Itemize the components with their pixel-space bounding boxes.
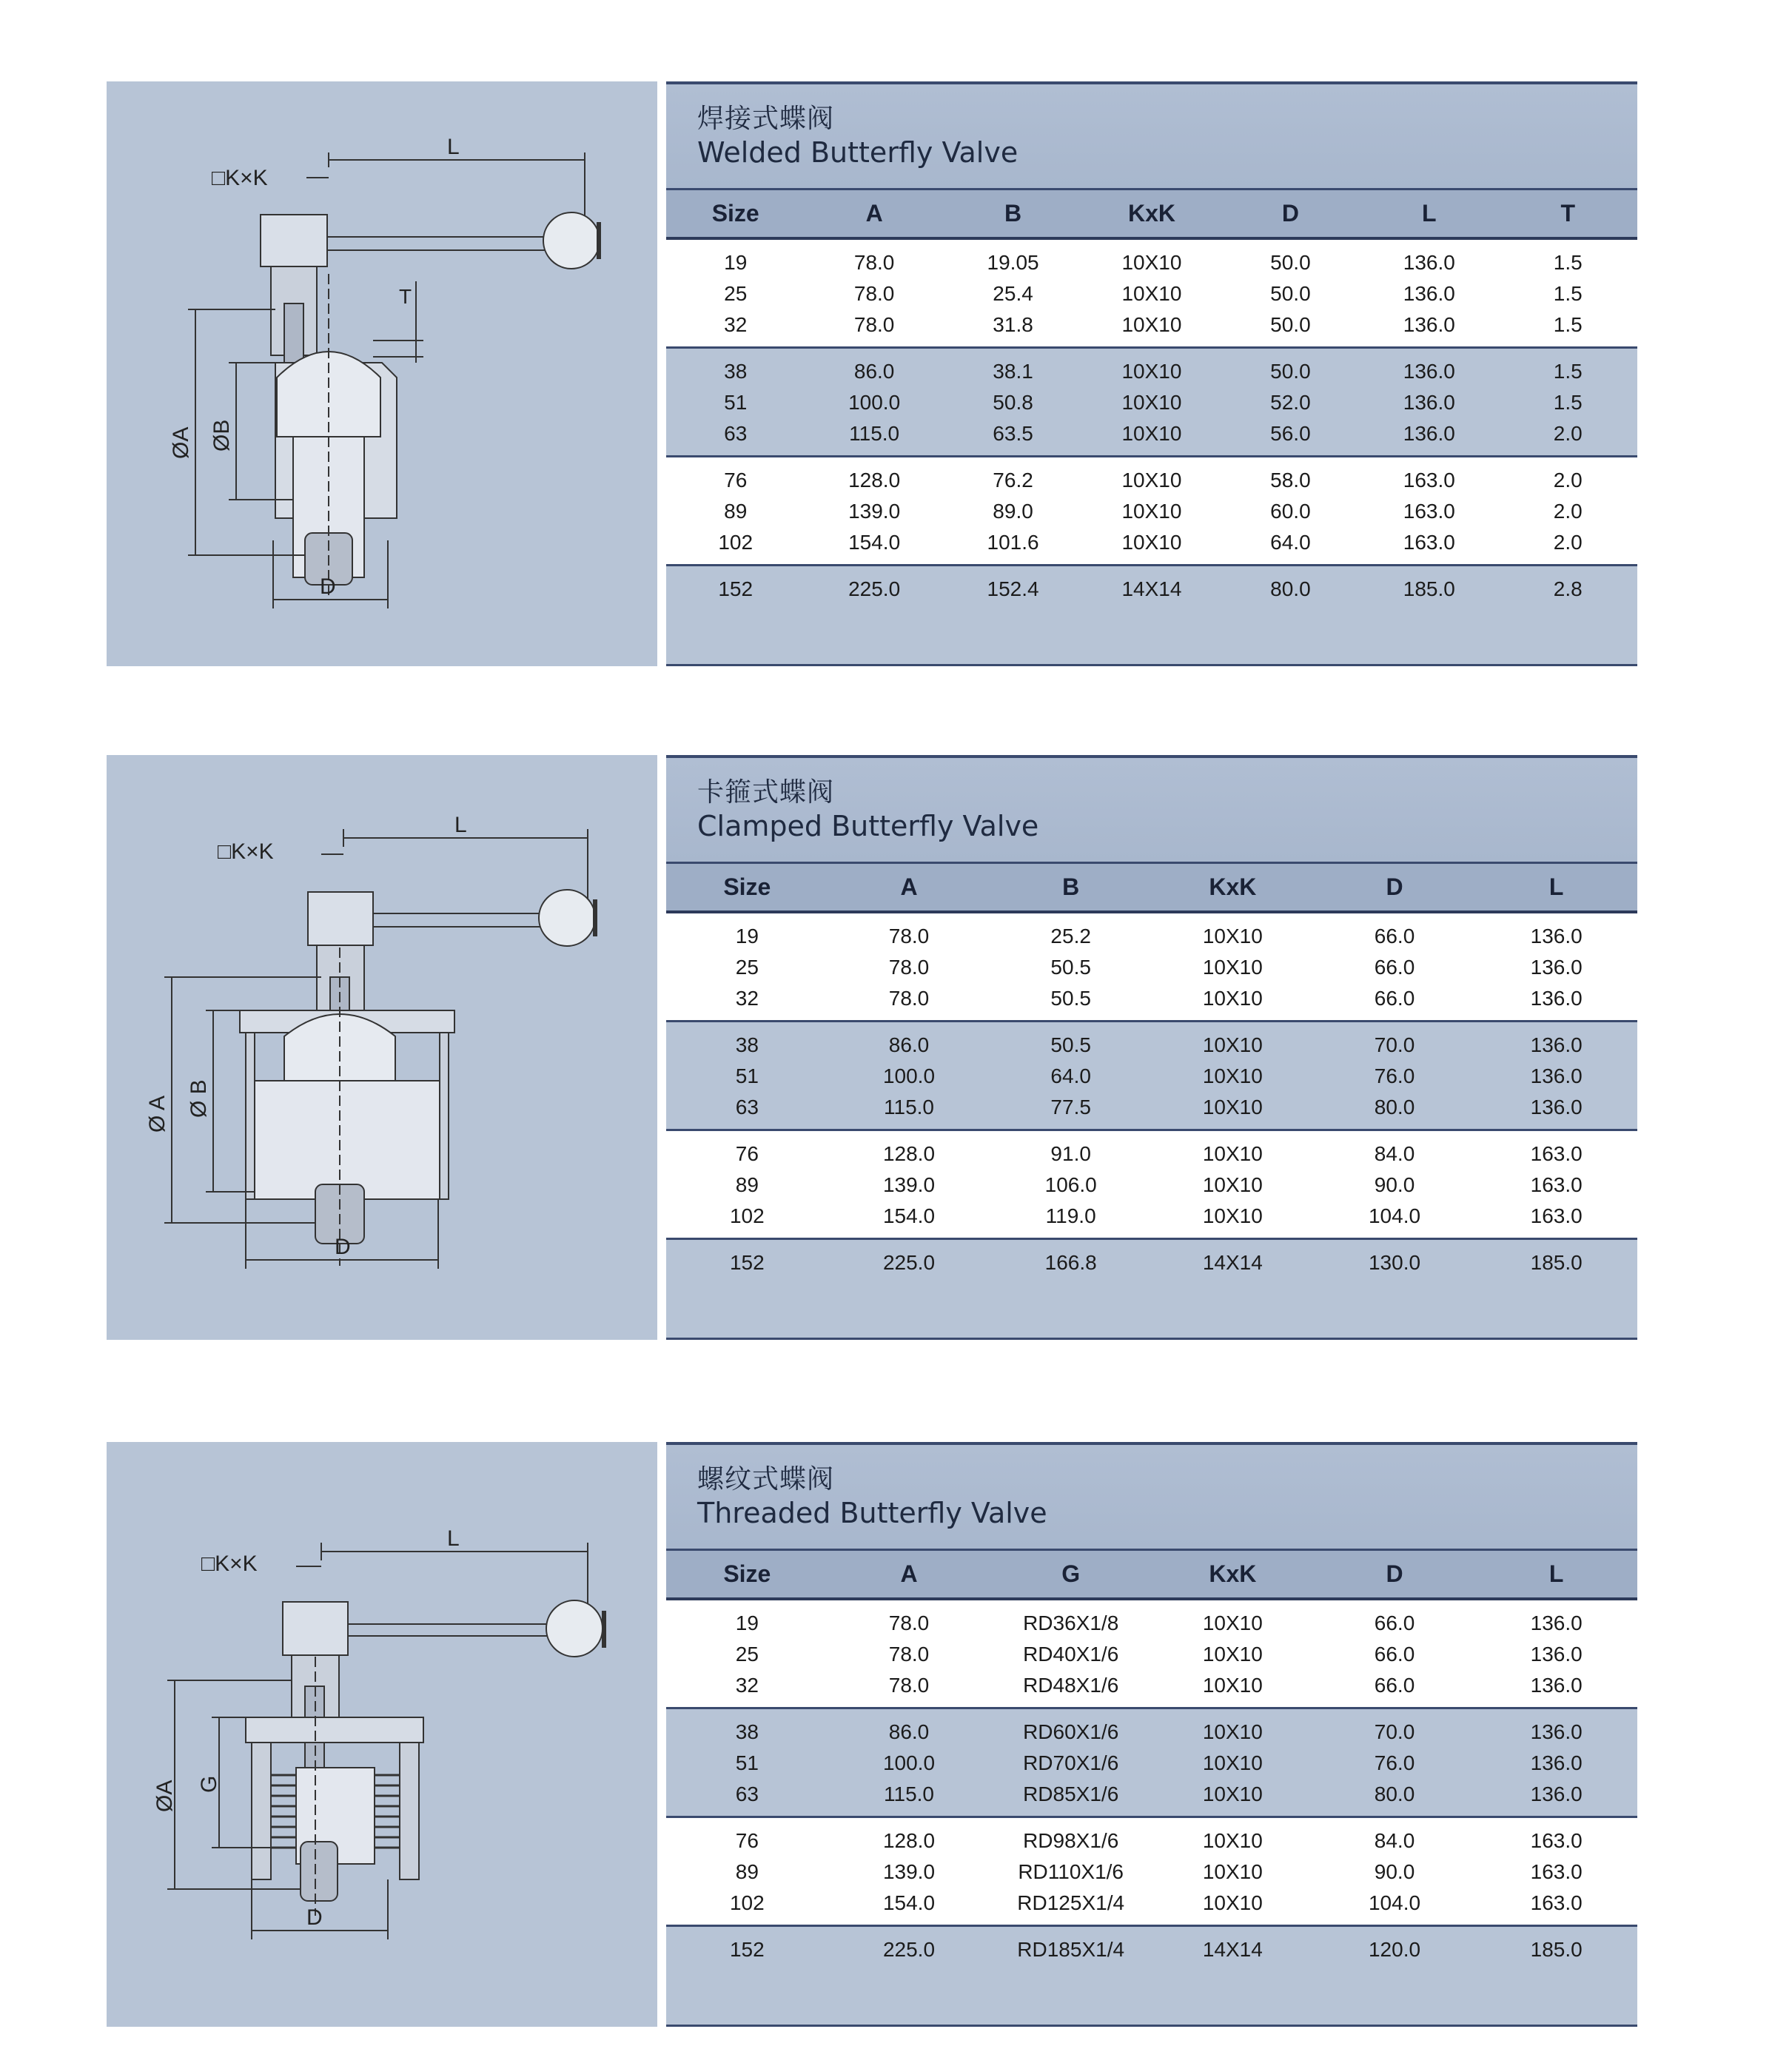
table-cell: 60.0 <box>1270 500 1311 523</box>
clamped-col-a: A <box>900 873 918 900</box>
clamped-title-zh: 卡箍式蝶阀 <box>697 777 835 808</box>
table-cell: RD110X1/6 <box>1018 1860 1124 1883</box>
table-cell: 136.0 <box>1530 1033 1583 1056</box>
table-cell: 104.0 <box>1368 1891 1421 1914</box>
threaded-valve-drawing <box>107 1442 657 2027</box>
table-cell: 25 <box>735 1643 759 1666</box>
table-cell: 32 <box>735 1674 759 1697</box>
table-cell: 19 <box>735 925 759 948</box>
table-cell: 89.0 <box>993 500 1033 523</box>
table-cell: 166.8 <box>1044 1251 1097 1274</box>
welded-title-zh: 焊接式蝶阀 <box>697 104 835 134</box>
table-cell: RD98X1/6 <box>1023 1829 1119 1852</box>
table-row <box>666 1670 1637 1701</box>
table-cell: 19 <box>724 251 748 274</box>
welded-group-3 <box>666 457 1637 566</box>
table-cell: 128.0 <box>848 469 901 492</box>
table-cell: 136.0 <box>1530 1674 1583 1697</box>
table-cell: 2.0 <box>1553 469 1583 492</box>
table-cell: 89 <box>724 500 748 523</box>
table-row <box>666 465 1637 496</box>
table-cell: 136.0 <box>1530 1064 1583 1087</box>
clamped-group-1 <box>666 913 1637 1022</box>
table-cell: 136.0 <box>1530 925 1583 948</box>
table-row <box>666 1779 1637 1810</box>
table-cell: 128.0 <box>882 1142 936 1165</box>
clamped-group-4 <box>666 1240 1637 1284</box>
clamped-group-3 <box>666 1131 1637 1240</box>
table-cell: 10X10 <box>1121 251 1182 274</box>
table-cell: 25 <box>735 956 759 979</box>
table-cell: 10X10 <box>1202 925 1263 948</box>
table-cell: 50.0 <box>1270 282 1311 305</box>
table-cell: 2.8 <box>1553 577 1583 600</box>
table-cell: 163.0 <box>1530 1860 1583 1883</box>
table-cell: 10X10 <box>1202 1751 1263 1774</box>
table-cell: 185.0 <box>1403 577 1455 600</box>
table-cell: 1.5 <box>1553 282 1583 305</box>
table-cell: 10X10 <box>1202 1611 1263 1634</box>
table-cell: 10X10 <box>1202 1720 1263 1743</box>
welded-label-l: L <box>447 135 460 159</box>
table-cell: 136.0 <box>1530 1611 1583 1634</box>
clamped-title-en: Clamped Butterfly Valve <box>697 810 1039 842</box>
table-cell: 185.0 <box>1530 1251 1583 1274</box>
threaded-title-zh: 螺纹式蝶阀 <box>697 1464 835 1495</box>
threaded-label-kxk: □K×K <box>201 1552 258 1576</box>
threaded-title-block <box>666 1445 1637 1549</box>
table-cell: 10X10 <box>1202 1173 1263 1196</box>
table-row <box>666 278 1637 309</box>
table-cell: 10X10 <box>1202 1204 1263 1227</box>
table-cell: 136.0 <box>1530 1751 1583 1774</box>
table-cell: 102 <box>729 1204 765 1227</box>
clamped-header-row <box>666 862 1637 913</box>
table-cell: 10X10 <box>1202 1142 1263 1165</box>
table-cell: 119.0 <box>1045 1204 1096 1227</box>
welded-col-size: Size <box>711 200 759 227</box>
table-cell: 10X10 <box>1121 469 1182 492</box>
table-cell: 64.0 <box>1270 531 1311 554</box>
table-row <box>666 247 1637 278</box>
threaded-label-d: D <box>306 1905 323 1930</box>
threaded-col-d: D <box>1386 1560 1403 1587</box>
table-cell: 100.0 <box>882 1064 936 1087</box>
table-cell: 115.0 <box>849 422 900 445</box>
table-row <box>666 1934 1637 1965</box>
table-cell: 100.0 <box>882 1751 936 1774</box>
table-cell: 76.0 <box>1374 1751 1415 1774</box>
clamped-title-block <box>666 758 1637 862</box>
table-row <box>666 418 1637 449</box>
table-row <box>666 952 1637 983</box>
threaded-group-1 <box>666 1600 1637 1709</box>
clamped-col-kxk: KxK <box>1209 873 1257 900</box>
table-row <box>666 1717 1637 1748</box>
table-cell: 50.0 <box>1270 251 1311 274</box>
threaded-col-l: L <box>1548 1560 1564 1587</box>
table-cell: 136.0 <box>1530 1643 1583 1666</box>
table-cell: 10X10 <box>1202 1033 1263 1056</box>
clamped-label-d: D <box>335 1235 351 1259</box>
table-cell: 38.1 <box>993 360 1033 383</box>
table-cell: 2.0 <box>1553 422 1583 445</box>
table-cell: 51 <box>724 391 748 414</box>
clamped-col-size: Size <box>723 873 771 900</box>
clamped-valve-drawing <box>107 755 657 1340</box>
table-row <box>666 983 1637 1014</box>
table-cell: 51 <box>735 1064 759 1087</box>
welded-title-en: Welded Butterfly Valve <box>697 136 1019 169</box>
table-cell: 58.0 <box>1270 469 1311 492</box>
clamped-label-b: Ø B <box>187 1079 211 1118</box>
table-cell: 50.0 <box>1270 360 1311 383</box>
clamped-valve-diagram <box>107 755 657 1340</box>
table-cell: 90.0 <box>1374 1860 1415 1883</box>
table-cell: 1.5 <box>1553 391 1583 414</box>
table-cell: 115.0 <box>884 1096 934 1118</box>
table-cell: 89 <box>735 1173 759 1196</box>
table-row <box>666 1061 1637 1092</box>
table-cell: 38 <box>735 1720 759 1743</box>
threaded-spec-table <box>666 1442 1637 2027</box>
threaded-col-kxk: KxK <box>1209 1560 1257 1587</box>
table-cell: 136.0 <box>1530 987 1583 1010</box>
table-cell: 154.0 <box>882 1891 936 1914</box>
table-cell: 76 <box>735 1142 759 1165</box>
table-row <box>666 1639 1637 1670</box>
table-cell: 136.0 <box>1530 1096 1583 1118</box>
threaded-rows <box>666 1600 1637 1971</box>
welded-col-l: L <box>1422 200 1437 227</box>
table-cell: 152.4 <box>987 577 1039 600</box>
table-cell: 139.0 <box>848 500 901 523</box>
threaded-col-size: Size <box>723 1560 771 1587</box>
table-cell: 25.4 <box>993 282 1033 305</box>
table-cell: 19.05 <box>987 251 1039 274</box>
table-cell: 152 <box>718 577 754 600</box>
table-cell: 66.0 <box>1374 1643 1415 1666</box>
table-cell: 10X10 <box>1202 1891 1263 1914</box>
threaded-label-a: ØA <box>152 1780 177 1812</box>
clamped-rows <box>666 913 1637 1284</box>
threaded-col-a: A <box>900 1560 918 1587</box>
table-cell: 2.0 <box>1553 500 1583 523</box>
table-cell: 128.0 <box>882 1829 936 1852</box>
welded-valve-drawing <box>107 81 657 666</box>
welded-group-2 <box>666 349 1637 457</box>
table-row <box>666 1888 1637 1919</box>
table-cell: 1.5 <box>1553 360 1583 383</box>
welded-spec-table <box>666 81 1637 666</box>
table-cell: 10X10 <box>1202 1829 1263 1852</box>
threaded-col-g: G <box>1061 1560 1081 1587</box>
threaded-label-g: G <box>197 1775 221 1793</box>
welded-col-a: A <box>865 200 883 227</box>
table-cell: 136.0 <box>1530 1720 1583 1743</box>
table-cell: 136.0 <box>1530 1782 1583 1805</box>
table-cell: 76 <box>735 1829 759 1852</box>
table-row <box>666 921 1637 952</box>
welded-label-kxk: □K×K <box>212 166 268 190</box>
table-cell: 78.0 <box>888 925 930 948</box>
table-cell: 77.5 <box>1050 1096 1091 1118</box>
table-cell: 10X10 <box>1202 1674 1263 1697</box>
table-cell: 50.5 <box>1050 956 1091 979</box>
table-cell: 154.0 <box>882 1204 936 1227</box>
welded-label-b: ØB <box>209 419 234 452</box>
table-cell: 66.0 <box>1374 925 1415 948</box>
table-cell: 32 <box>735 987 759 1010</box>
table-cell: 25.2 <box>1050 925 1091 948</box>
table-cell: 136.0 <box>1403 313 1455 336</box>
table-cell: 10X10 <box>1121 531 1182 554</box>
table-cell: 19 <box>735 1611 759 1634</box>
table-cell: 152 <box>729 1938 765 1961</box>
table-cell: 136.0 <box>1403 422 1455 445</box>
table-cell: 32 <box>724 313 748 336</box>
clamped-col-l: L <box>1548 873 1564 900</box>
welded-label-d: D <box>320 574 336 599</box>
table-cell: 10X10 <box>1202 1064 1263 1087</box>
table-cell: 78.0 <box>888 956 930 979</box>
table-cell: 38 <box>735 1033 759 1056</box>
threaded-valve-section <box>107 1442 1637 2027</box>
table-cell: 51 <box>735 1751 759 1774</box>
table-cell: 86.0 <box>888 1720 930 1743</box>
welded-valve-diagram <box>107 81 657 666</box>
table-cell: 56.0 <box>1270 422 1311 445</box>
table-cell: 80.0 <box>1374 1096 1415 1118</box>
table-cell: 50.8 <box>993 391 1033 414</box>
table-cell: 10X10 <box>1121 391 1182 414</box>
threaded-label-l: L <box>447 1526 460 1551</box>
table-cell: 163.0 <box>1530 1891 1583 1914</box>
table-cell: 225.0 <box>882 1251 936 1274</box>
table-cell: 120.0 <box>1368 1938 1421 1961</box>
clamped-spec-table <box>666 755 1637 1340</box>
clamped-label-l: L <box>454 813 467 837</box>
table-cell: 136.0 <box>1403 282 1455 305</box>
threaded-group-3 <box>666 1818 1637 1927</box>
table-cell: 76 <box>724 469 748 492</box>
threaded-title-en: Threaded Butterfly Valve <box>697 1497 1047 1529</box>
table-cell: 225.0 <box>882 1938 936 1961</box>
table-row <box>666 356 1637 387</box>
table-cell: 52.0 <box>1270 391 1311 414</box>
table-cell: 1.5 <box>1553 251 1583 274</box>
table-cell: 10X10 <box>1121 500 1182 523</box>
table-cell: 139.0 <box>882 1173 936 1196</box>
table-cell: 50.5 <box>1050 1033 1091 1056</box>
welded-col-kxk: KxK <box>1127 200 1175 227</box>
table-cell: 10X10 <box>1121 282 1182 305</box>
table-row <box>666 1608 1637 1639</box>
table-cell: 10X10 <box>1121 313 1182 336</box>
table-cell: 185.0 <box>1530 1938 1583 1961</box>
table-row <box>666 1030 1637 1061</box>
table-cell: 14X14 <box>1121 577 1182 600</box>
table-row <box>666 527 1637 558</box>
table-cell: RD40X1/6 <box>1023 1643 1119 1666</box>
welded-rows <box>666 240 1637 611</box>
table-cell: 101.6 <box>987 531 1039 554</box>
welded-valve-section <box>107 81 1637 666</box>
table-cell: 10X10 <box>1202 1782 1263 1805</box>
table-cell: 152 <box>729 1251 765 1274</box>
table-cell: 66.0 <box>1374 987 1415 1010</box>
table-row <box>666 1092 1637 1123</box>
table-cell: 10X10 <box>1202 1643 1263 1666</box>
table-cell: 102 <box>729 1891 765 1914</box>
table-cell: 66.0 <box>1374 1611 1415 1634</box>
table-cell: 163.0 <box>1530 1204 1583 1227</box>
threaded-group-4 <box>666 1927 1637 1971</box>
table-cell: 86.0 <box>853 360 895 383</box>
welded-label-a: ØA <box>169 426 193 459</box>
clamped-col-b: B <box>1062 873 1080 900</box>
table-cell: 76.0 <box>1374 1064 1415 1087</box>
clamped-col-d: D <box>1386 873 1403 900</box>
table-cell: 10X10 <box>1202 1860 1263 1883</box>
table-cell: 102 <box>718 531 754 554</box>
table-cell: 70.0 <box>1374 1033 1415 1056</box>
table-cell: 154.0 <box>848 531 901 554</box>
table-cell: 106.0 <box>1044 1173 1097 1196</box>
table-cell: 78.0 <box>853 282 895 305</box>
table-cell: RD85X1/6 <box>1023 1782 1119 1805</box>
welded-col-d: D <box>1281 200 1299 227</box>
table-cell: 78.0 <box>888 1643 930 1666</box>
table-cell: 91.0 <box>1050 1142 1091 1165</box>
table-cell: 163.0 <box>1530 1173 1583 1196</box>
table-cell: RD36X1/8 <box>1023 1611 1119 1634</box>
table-cell: 163.0 <box>1403 531 1455 554</box>
table-cell: 10X10 <box>1202 956 1263 979</box>
table-cell: 66.0 <box>1374 1674 1415 1697</box>
table-cell: 10X10 <box>1121 422 1182 445</box>
table-cell: 50.5 <box>1050 987 1091 1010</box>
table-cell: 64.0 <box>1050 1064 1091 1087</box>
welded-header-row <box>666 188 1637 240</box>
table-cell: 78.0 <box>853 313 895 336</box>
table-cell: 1.5 <box>1553 313 1583 336</box>
table-cell: 139.0 <box>882 1860 936 1883</box>
table-cell: 78.0 <box>853 251 895 274</box>
table-cell: 78.0 <box>888 987 930 1010</box>
table-row <box>666 1857 1637 1888</box>
table-cell: RD60X1/6 <box>1023 1720 1119 1743</box>
threaded-group-2 <box>666 1709 1637 1818</box>
table-cell: 84.0 <box>1374 1829 1415 1852</box>
table-row <box>666 1138 1637 1170</box>
table-cell: 80.0 <box>1270 577 1311 600</box>
clamped-valve-section <box>107 755 1637 1340</box>
table-cell: 14X14 <box>1202 1938 1263 1961</box>
table-cell: 104.0 <box>1368 1204 1421 1227</box>
table-cell: 2.0 <box>1553 531 1583 554</box>
table-cell: 115.0 <box>884 1782 934 1805</box>
welded-label-t: T <box>399 285 412 308</box>
table-cell: 225.0 <box>848 577 901 600</box>
table-cell: 76.2 <box>993 469 1033 492</box>
table-cell: RD185X1/4 <box>1017 1938 1125 1961</box>
table-row <box>666 387 1637 418</box>
table-cell: 78.0 <box>888 1674 930 1697</box>
table-cell: 63 <box>724 422 748 445</box>
table-cell: 50.0 <box>1270 313 1311 336</box>
table-row <box>666 496 1637 527</box>
table-cell: RD70X1/6 <box>1023 1751 1119 1774</box>
threaded-header-row <box>666 1549 1637 1600</box>
table-cell: 136.0 <box>1403 391 1455 414</box>
table-cell: RD48X1/6 <box>1023 1674 1119 1697</box>
table-cell: 14X14 <box>1202 1251 1263 1274</box>
table-cell: RD125X1/4 <box>1017 1891 1125 1914</box>
table-cell: 163.0 <box>1530 1829 1583 1852</box>
table-cell: 84.0 <box>1374 1142 1415 1165</box>
table-cell: 89 <box>735 1860 759 1883</box>
table-cell: 136.0 <box>1403 360 1455 383</box>
table-row <box>666 574 1637 605</box>
table-cell: 70.0 <box>1374 1720 1415 1743</box>
table-cell: 10X10 <box>1202 987 1263 1010</box>
table-row <box>666 1247 1637 1278</box>
table-cell: 130.0 <box>1368 1251 1421 1274</box>
table-cell: 25 <box>724 282 748 305</box>
table-row <box>666 1825 1637 1857</box>
table-cell: 86.0 <box>888 1033 930 1056</box>
table-cell: 63.5 <box>993 422 1033 445</box>
table-cell: 63 <box>735 1096 759 1118</box>
clamped-group-2 <box>666 1022 1637 1131</box>
threaded-valve-diagram <box>107 1442 657 2027</box>
table-cell: 38 <box>724 360 748 383</box>
table-cell: 163.0 <box>1530 1142 1583 1165</box>
table-cell: 80.0 <box>1374 1782 1415 1805</box>
table-cell: 163.0 <box>1403 469 1455 492</box>
table-cell: 31.8 <box>993 313 1033 336</box>
table-row <box>666 1201 1637 1232</box>
welded-group-1 <box>666 240 1637 349</box>
table-cell: 78.0 <box>888 1611 930 1634</box>
welded-col-t: T <box>1560 200 1576 227</box>
table-row <box>666 309 1637 341</box>
table-cell: 63 <box>735 1782 759 1805</box>
table-cell: 136.0 <box>1403 251 1455 274</box>
table-row <box>666 1748 1637 1779</box>
table-cell: 90.0 <box>1374 1173 1415 1196</box>
table-cell: 136.0 <box>1530 956 1583 979</box>
welded-title-block <box>666 84 1637 188</box>
welded-group-4 <box>666 566 1637 611</box>
table-cell: 10X10 <box>1202 1096 1263 1118</box>
table-cell: 163.0 <box>1403 500 1455 523</box>
table-cell: 66.0 <box>1374 956 1415 979</box>
table-row <box>666 1170 1637 1201</box>
clamped-label-kxk: □K×K <box>218 839 274 864</box>
table-cell: 10X10 <box>1121 360 1182 383</box>
welded-col-b: B <box>1004 200 1022 227</box>
clamped-label-a: Ø A <box>145 1095 170 1133</box>
table-cell: 100.0 <box>848 391 901 414</box>
